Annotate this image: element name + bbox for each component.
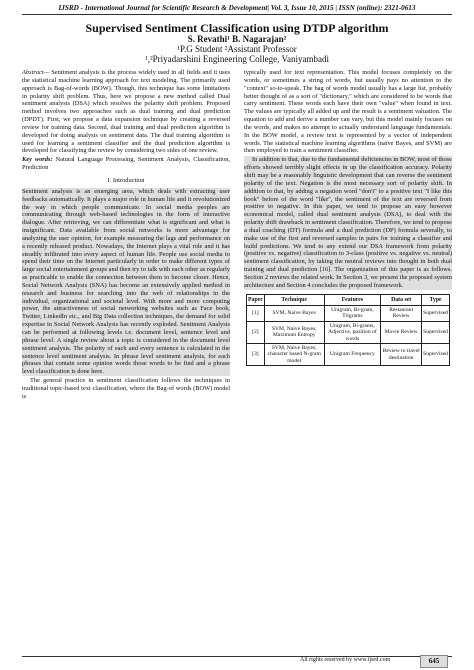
footer-text: All rights reserved by www.ijsrd.com — [300, 657, 391, 663]
right-column — [244, 69, 452, 366]
author-roles: ¹P.G Student ²Assistant Professor — [177, 44, 297, 54]
page-number: 645 — [420, 655, 448, 668]
abstract — [22, 69, 230, 155]
table-header-cell: Data set — [381, 294, 422, 305]
right-paragraph-1: typically used for text representation. This model focuses completely on the words, or sometimes a string of words, but usually pays no attention to the "context" so-to-speak. The bag of words model usually has a large list, probably better thought of as a sort of "dictionary," which are considered to be words that carry sentiment. These words each have their own "value" when found in text. The values are typically all added up and the result is a sentiment valuation. The equation to add and derive a number can vary, but this model mainly focuses on the words, and makes no attempt to actually understand language fundamentals. In the BOW model, a review text is represented by a vector of independent words. The statistical machine learning algorithms (naïve Bayes, and SVM) are then employed to train a sentiment classifier. — [244, 69, 452, 155]
intro-paragraph-2: The general practice in sentiment classification follows the techniques in traditional topic-based text classification, where the Bag-of words (BOW) model is — [22, 377, 230, 400]
table-cell: Supervised — [422, 344, 450, 366]
table-row — [247, 321, 450, 343]
table-header-row — [247, 294, 450, 305]
keywords-text: Natural Language Processing, Sentiment Analysis, Classification, Prediction — [22, 156, 230, 172]
abstract-text: Sentiment analysis is the process widely used in all fields and it uses the statistical machine learning approach for text modeling. The primarily used approach is Bag-of-words (BOW). Though, this technique has some limitations in polarity shift problem. Thus, here we propose a new method called Dual sentiment analysis (DSA) which resolves the polarity shift problem. Proposed method involves two approaches such as dual training and dual prediction (DPDT). First, we propose a data expansion technique by creating a reversed review for training data. Second, dual training and dual prediction algorithm is developed for doing analysis on sentiment data. The dual training algorithm is used for learning a sentiment classifier and the dual prediction algorithm is developed for classifying the review by considering two sides of one review. — [22, 69, 230, 155]
intro-paragraph-1: Sentiment analysis is an emerging area, which deals with extracting user feedbacks automatically. It plays a major role in human life and it revolutionized the way in which people communicate. In social media peoples are communicating through web-based technologies in the form of interactive dialogue. After retrieving, we can differentiate what is significant and what is insignificant. Data available from social networks is more advantage for analyzing the user opinion, for example measuring the lags and performance on a recently released product. Nowadays, the Internet plays a vital role and it has steadily infiltrated into every aspect of human life. People use social media to spend their time on the Internet particularly in order to make different types of large social entertainment groups and then try to talk with each other as regularly as practicable to enable the connection between them to become closer. Hence, Social Network Analysis (SNA) has become an extensively applied method in research and business for searching into the web of relationships in the individual, organizational and societal level. With more and more computing power, the attractiveness of social networking websites such as Face book, Twitter, LinkedIn etc., and Big Data collection techniques, the demand for solid expertise in Social Network Analysis has recently exploded. Sentiment Analysis can be performed at following levels i.e. document level, sentence level and phrase level. A single review about a topic is considered in the document level sentiment analysis. The polarity of each and every sentence is calculated in the sentence level sentiment analysis. In phrase level sentiment analysis, for each phrases that contain some opinion words those words to be find and a phrase level classification is done here. — [22, 187, 230, 376]
table-row — [247, 344, 450, 366]
author-block — [22, 34, 452, 64]
table-cell: Supervised — [422, 306, 450, 322]
table-cell: Supervised — [422, 321, 450, 343]
table-cell: SVM, Naive Bayes — [264, 306, 324, 322]
table-cell: SVM, Naive Bayes, character based N-gram model — [264, 344, 324, 366]
table-cell: [1] — [247, 306, 265, 322]
table-cell: [2] — [247, 321, 265, 343]
table-header-cell: Paper — [247, 294, 265, 305]
author-names: S. Revathi¹ B. Nagarajan² — [187, 34, 287, 44]
intro-heading: I. Introduction — [107, 176, 145, 184]
table-cell: Unigram Frequency — [324, 344, 381, 366]
table-header-cell: Technique — [264, 294, 324, 305]
related-work-table — [246, 294, 450, 367]
table-cell: Movie Review — [381, 321, 422, 343]
table-row — [247, 306, 450, 322]
table-cell: SVM, Naive Bayes, Maximum Entropy — [264, 321, 324, 343]
right-paragraph-2: In addition to that, due to the fundamental deficiencies in BOW, most of those efforts showed terribly slight effects in up the classification accuracy. Polarity shift may be a reasonably linguistic development that can reverse the sentiment polarity of the text. Negation is the most necessary sort of polarity shift. In addition to that, by adding a negation word "don't" to a positive text "I like this book" before of the word "like", the sentiment of the text are reversed from positive to negative. In this paper, we tend to propose an easy however economical model, called dual sentiment analysis (DSA), to deal with the polarity shift drawback in sentiment classification. Therefore, we tend to propose a dual coaching (DT) formula and a dual prediction (DP) formula severally, to make use of the first and reversed samples in pairs for training a classifier and build predictions. We tend to any extend our DSA framework from polarity (positive vs. negative) classification to 3-class (positive vs. negative vs. neutral) sentiment classification, by taking the neutral reviews into thought in both dual training and dual prediction [16]. The organization of this paper is as follows. Section 2 reviews the related work. In Section 3, we present the proposed system architecture and Section 4 concludes the proposed framework. — [244, 156, 452, 289]
table-header-cell: Features — [324, 294, 381, 305]
table-cell: [3] — [247, 344, 265, 366]
table-cell: Review to travel destination — [381, 344, 422, 366]
author-affiliation: ¹,²Priyadarshini Engineering College, Vaniyambadi — [145, 54, 329, 64]
journal-header: IJSRD - International Journal for Scientific Research & Development| Vol. 3, Issue 10, 2015 | ISSN (online): 2321-0613 — [58, 4, 416, 12]
header-rule — [22, 14, 452, 15]
keywords — [22, 156, 230, 172]
table-header-cell: Type — [422, 294, 450, 305]
table-cell: Unigram, Bi-gram, Trigrams — [324, 306, 381, 322]
keywords-label: Key words: — [22, 156, 53, 164]
table-cell: Unigram, Bi-grams, Adjective, position of words — [324, 321, 381, 343]
paper-title: Supervised Sentiment Classification using DTDP algorithm — [85, 21, 389, 35]
abstract-label: Abstract— — [22, 69, 50, 76]
left-column — [22, 69, 230, 402]
table-cell: Restaurant Review — [381, 306, 422, 322]
